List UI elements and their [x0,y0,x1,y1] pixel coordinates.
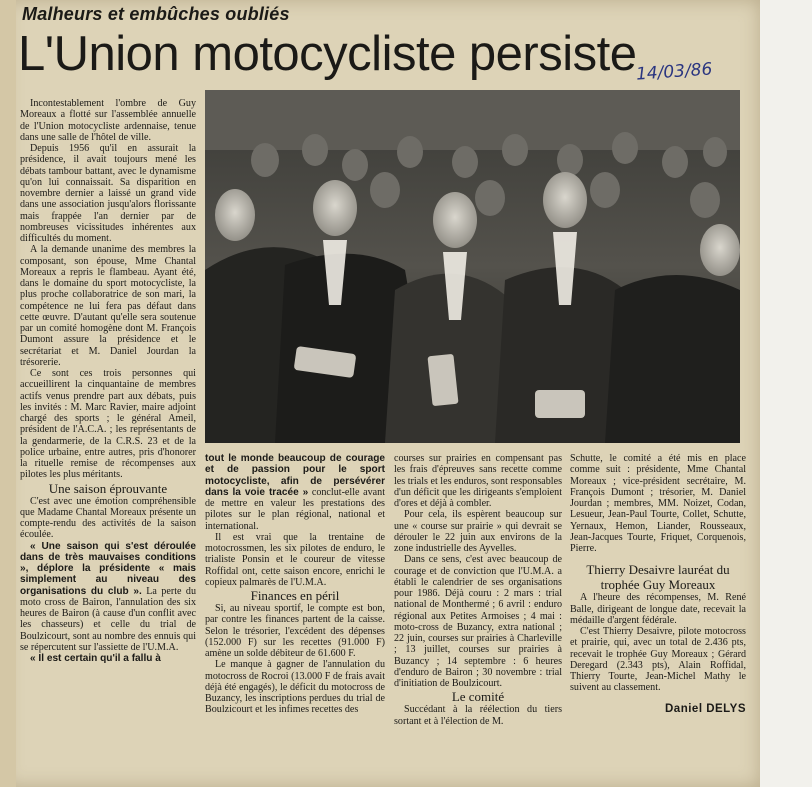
quote-bold: « Il est certain qu'il a fallu à [30,653,161,664]
headline: L'Union motocycliste persiste [18,27,637,81]
paragraph [205,453,385,532]
paragraph: Depuis 1956 qu'il en assurait la présidence, il avait toujours mené les débats tambour battant, avec le dynamisme qu'on lui connaissait. Sa disparition en novembre dernier a laissé un grand vide dans une association jusqu'alors florissante mais frappée l'an dernier par de nombreuses vicissitudes inhérentes aux difficultés du moment. [20,143,196,244]
column-2 [205,453,385,716]
paragraph-rest: conclut-elle avant de mettre en valeur les prestations des pilotes sur le plan régional, national et international. [205,486,385,532]
paragraph: C'est Thierry Desaivre, pilote motocross et prairie, qui, avec un total de 2.436 pts, recevait le trophée Guy Moreaux ; Gérard Deregard (2.343 pts), Alain Roffidal, Thierry Tourte, Jean-Michel Mathy le suivent au classement. [570,626,746,694]
quote-bold: tout le monde beaucoup de courage et de passion pour le sport motocycliste, afin de persévérer dans la voie tracée » [205,453,385,498]
paragraph: A la demande unanime des membres la composant, son épouse, Mme Chantal Moreaux a repris le flambeau. Ayant été, dans le domaine du sport motocycliste, la plus proche collaboratrice de son mari, la compétence ne lui fera pas défaut dans cette œuvre. D'autant qu'elle sera soutenue par un comité homogène dont M. François Dumont assure la présidence et le secrétariat et M. Daniel Jourdan la trésorerie. [20,244,196,368]
paragraph: Dans ce sens, c'est avec beaucoup de courage et de conviction que l'U.M.A. a établi le calendrier de ses organisations pour 1986. Déjà couru : 2 mars : trial national de Monthermé ; 6 avril : enduro régional aux Petites Armoises ; 4 mai : moto-cross de Buzancy, extra national ; 22 juin, courses sur prairies à Charleville ; 13 juillet, courses sur prairies à Buzancy ; 14 septembre : 6 heures d'enduro de Bairon ; 30 novembre : trial d'initiation de Boulzicourt. [394,554,562,689]
column-1 [20,98,196,664]
handwritten-date: 14/03/86 [635,59,713,85]
subheading: Le comité [451,689,505,705]
paragraph: Schutte, le comité a été mis en place comme suit : présidente, Mme Chantal Moreaux ; vice-président secrétaire, M. François Dumont ; trésorier, M. Daniel Jourdan ; membres, MM. Noizet, Codan, Lesueur, Jean-Paul Tourte, Collet, Schutte, Yernaux, Hemon, Liander, Rousseaux, Jean-Jacques Tourte, Friquet, Corquenois, Pierre. [570,453,746,554]
subheading: Une saison éprouvante [48,480,168,496]
paragraph: Si, au niveau sportif, le compte est bon, par contre les finances partent de la caisse. Selon le trésorier, l'excédent des dépenses (152.000 F) sur les recettes (91.000 F) amène un solde débiteur de 61.600 F. [205,603,385,659]
subheading: Finances en péril [250,588,340,603]
photo-of-audience [205,90,740,443]
paragraph: Incontestablement l'ombre de Guy Moreaux a flotté sur l'assemblée annuelle de l'Union motocycliste ardennaise, tenue dans une salle de l'hôtel de ville. [20,98,196,143]
column-4 [570,453,746,715]
quote-bold: « Une saison qui s'est déroulée dans de très mauvaises conditions », déplore la présidente « mais simplement au niveau des organisations du club ». [20,540,196,597]
paragraph [20,653,196,664]
signature: Daniel DELYS [665,702,746,715]
paragraph [20,541,196,654]
subheading: Thierry Desaivre lauréat du trophée Guy Moreaux [586,562,730,593]
paragraph: A l'heure des récompenses, M. René Balle, dirigeant de longue date, recevait la médaille d'argent fédérale. [570,592,746,626]
audience-photo-icon [205,90,740,443]
paragraph: C'est avec une émotion compréhensible que Madame Chantal Moreaux présente un compte-rendu des activités de la saison écoulée. [20,495,196,541]
paragraph: Succédant à la réélection du tiers sortant et à l'élection de M. [394,704,562,727]
paragraph: Pour cela, ils espèrent beaucoup sur une « course sur prairie » qui devrait se dérouler le 22 juin aux environs de la zone industrielle des Ayvelles. [394,509,562,554]
paragraph: Il est vrai que la trentaine de motocrossmen, les six pilotes de enduro, le trialiste Ponsin et le coureur de vitesse Roffidal ont, cette saison encore, enrichi le copieux palmarès de l'U.M.A. [205,531,385,588]
paragraph: Le manque à gagner de l'annulation du motocross de Rocroi (13.000 F de frais avait déjà été engagés), le déficit du motocross de Buzancy, les inscriptions perdues du trial de Boulzicourt et les infimes recettes des [205,659,385,716]
column-3 [394,453,562,727]
paragraph-rest: La perte du moto cross de Bairon, l'annulation des six heures de Bairon (à cause d'un conflit avec les chasseurs) et celle du trial de Boulzicourt, sont au nombre des ennuis qui se répercutent sur l'assiette de l'U.M.A. [20,585,197,653]
paragraph: Ce sont ces trois personnes qui accueillirent la cinquantaine de membres actifs venus prendre part aux débats, puis les invités : M. Marc Ravier, maire adjoint chargé des sports ; le général Ameil, président de l'A.C.A. ; les représentants de la gendarmerie, de la C.R.S. 23 et de la police urbaine, entre autres, pris d'honorer la rituelle remise de récompenses aux pilotes les plus méritants. [20,368,196,481]
torn-margin [0,0,16,787]
kicker: Malheurs et embûches oubliés [22,4,290,24]
paragraph: courses sur prairies en compensant pas les frais d'épreuves sans recette comme les trials et les enduros, sont responsables d'un déficit que les dirigeants s'emploient d'ores et déjà à combler. [394,453,562,509]
